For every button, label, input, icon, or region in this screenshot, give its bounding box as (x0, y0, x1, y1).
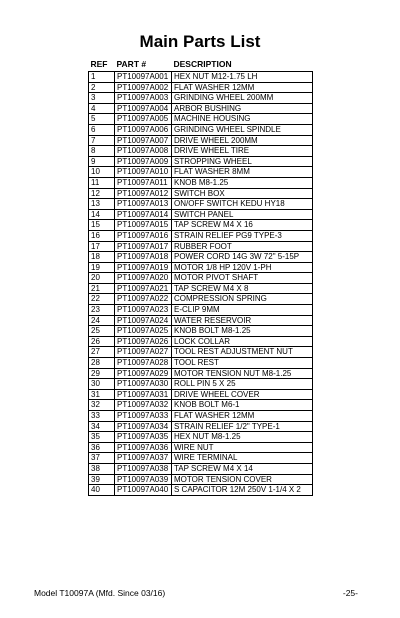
ref-cell: 16 (89, 230, 115, 241)
table-row (89, 209, 313, 220)
description-cell: E-CLIP 9MM (172, 305, 313, 316)
part-number-cell: PT10097A017 (115, 241, 172, 252)
part-number-cell: PT10097A039 (115, 474, 172, 485)
table-row (89, 82, 313, 93)
table-row (89, 252, 313, 263)
ref-cell: 40 (89, 485, 115, 496)
table-row (89, 368, 313, 379)
part-number-cell: PT10097A028 (115, 358, 172, 369)
part-number-cell: PT10097A015 (115, 220, 172, 231)
ref-cell: 18 (89, 252, 115, 263)
ref-cell: 20 (89, 273, 115, 284)
part-number-cell: PT10097A022 (115, 294, 172, 305)
ref-cell: 3 (89, 93, 115, 104)
ref-cell: 27 (89, 347, 115, 358)
description-cell: HEX NUT M8-1.25 (172, 432, 313, 443)
table-row (89, 305, 313, 316)
table-row (89, 114, 313, 125)
part-number-cell: PT10097A033 (115, 411, 172, 422)
part-number-cell: PT10097A031 (115, 389, 172, 400)
ref-cell: 14 (89, 209, 115, 220)
description-cell: TOOL REST (172, 358, 313, 369)
part-number-cell: PT10097A008 (115, 146, 172, 157)
ref-cell: 29 (89, 368, 115, 379)
part-number-cell: PT10097A011 (115, 177, 172, 188)
ref-cell: 35 (89, 432, 115, 443)
part-number-cell: PT10097A040 (115, 485, 172, 496)
description-cell: POWER CORD 14G 3W 72" 5-15P (172, 252, 313, 263)
description-cell: RUBBER FOOT (172, 241, 313, 252)
ref-cell: 11 (89, 177, 115, 188)
table-row (89, 315, 313, 326)
table-row (89, 432, 313, 443)
description-cell: FLAT WASHER 8MM (172, 167, 313, 178)
part-number-cell: PT10097A026 (115, 336, 172, 347)
table-row (89, 241, 313, 252)
part-number-cell: PT10097A009 (115, 156, 172, 167)
ref-cell: 17 (89, 241, 115, 252)
description-cell: DRIVE WHEEL 200MM (172, 135, 313, 146)
ref-cell: 10 (89, 167, 115, 178)
ref-cell: 25 (89, 326, 115, 337)
part-number-cell: PT10097A013 (115, 199, 172, 210)
description-cell: STROPPING WHEEL (172, 156, 313, 167)
table-row (89, 411, 313, 422)
part-number-cell: PT10097A014 (115, 209, 172, 220)
table-row (89, 389, 313, 400)
table-row (89, 485, 313, 496)
ref-cell: 37 (89, 453, 115, 464)
table-row (89, 442, 313, 453)
description-cell: KNOB M8-1.25 (172, 177, 313, 188)
model-footer: Model T10097A (Mfd. Since 03/16) (34, 588, 166, 598)
part-number-cell: PT10097A023 (115, 305, 172, 316)
table-row (89, 421, 313, 432)
description-cell: DRIVE WHEEL COVER (172, 389, 313, 400)
table-row (89, 463, 313, 474)
table-row (89, 453, 313, 464)
part-number-cell: PT10097A035 (115, 432, 172, 443)
description-cell: ROLL PIN 5 X 25 (172, 379, 313, 390)
ref-cell: 7 (89, 135, 115, 146)
description-cell: TOOL REST ADJUSTMENT NUT (172, 347, 313, 358)
table-row (89, 273, 313, 284)
description-cell: KNOB BOLT M8-1.25 (172, 326, 313, 337)
ref-cell: 19 (89, 262, 115, 273)
ref-cell: 13 (89, 199, 115, 210)
ref-cell: 28 (89, 358, 115, 369)
description-cell: TAP SCREW M4 X 8 (172, 283, 313, 294)
ref-cell: 9 (89, 156, 115, 167)
ref-cell: 15 (89, 220, 115, 231)
ref-cell: 36 (89, 442, 115, 453)
ref-cell: 24 (89, 315, 115, 326)
part-number-cell: PT10097A018 (115, 252, 172, 263)
part-number-cell: PT10097A027 (115, 347, 172, 358)
description-cell: TAP SCREW M4 X 16 (172, 220, 313, 231)
part-number-cell: PT10097A021 (115, 283, 172, 294)
column-header-part: PART # (116, 59, 147, 70)
description-cell: WIRE NUT (172, 442, 313, 453)
ref-cell: 38 (89, 463, 115, 474)
table-row (89, 72, 313, 83)
part-number-cell: PT10097A006 (115, 124, 172, 135)
ref-cell: 39 (89, 474, 115, 485)
description-cell: ARBOR BUSHING (172, 103, 313, 114)
description-cell: MOTOR PIVOT SHAFT (172, 273, 313, 284)
table-row (89, 146, 313, 157)
ref-cell: 26 (89, 336, 115, 347)
description-cell: MOTOR TENSION NUT M8-1.25 (172, 368, 313, 379)
description-cell: ON/OFF SWITCH KEDU HY18 (172, 199, 313, 210)
part-number-cell: PT10097A029 (115, 368, 172, 379)
part-number-cell: PT10097A019 (115, 262, 172, 273)
part-number-cell: PT10097A002 (115, 82, 172, 93)
part-number-cell: PT10097A036 (115, 442, 172, 453)
part-number-cell: PT10097A032 (115, 400, 172, 411)
table-row (89, 188, 313, 199)
table-row (89, 230, 313, 241)
page-title: Main Parts List (139, 32, 261, 51)
table-row (89, 177, 313, 188)
ref-cell: 6 (89, 124, 115, 135)
description-cell: MOTOR TENSION COVER (172, 474, 313, 485)
table-row (89, 156, 313, 167)
column-header-ref: REF (90, 59, 108, 70)
ref-cell: 8 (89, 146, 115, 157)
description-cell: MOTOR 1/8 HP 120V 1-PH (172, 262, 313, 273)
ref-cell: 31 (89, 389, 115, 400)
description-cell: COMPRESSION SPRING (172, 294, 313, 305)
ref-cell: 34 (89, 421, 115, 432)
ref-cell: 21 (89, 283, 115, 294)
part-number-cell: PT10097A038 (115, 463, 172, 474)
description-cell: GRINDING WHEEL 200MM (172, 93, 313, 104)
table-row (89, 294, 313, 305)
table-row (89, 103, 313, 114)
table-header-row (89, 59, 313, 72)
part-number-cell: PT10097A005 (115, 114, 172, 125)
table-row (89, 93, 313, 104)
ref-cell: 33 (89, 411, 115, 422)
description-cell: STRAIN RELIEF 1/2" TYPE-1 (172, 421, 313, 432)
table-row (89, 347, 313, 358)
ref-cell: 12 (89, 188, 115, 199)
part-number-cell: PT10097A024 (115, 315, 172, 326)
description-cell: DRIVE WHEEL TIRE (172, 146, 313, 157)
description-cell: LOCK COLLAR (172, 336, 313, 347)
description-cell: WATER RESERVOIR (172, 315, 313, 326)
description-cell: FLAT WASHER 12MM (172, 82, 313, 93)
description-cell: S CAPACITOR 12M 250V 1-1/4 X 2 (172, 485, 313, 496)
part-number-cell: PT10097A025 (115, 326, 172, 337)
part-number-cell: PT10097A004 (115, 103, 172, 114)
ref-cell: 1 (89, 72, 115, 83)
part-number-cell: PT10097A034 (115, 421, 172, 432)
part-number-cell: PT10097A037 (115, 453, 172, 464)
table-row (89, 400, 313, 411)
part-number-cell: PT10097A030 (115, 379, 172, 390)
part-number-cell: PT10097A020 (115, 273, 172, 284)
table-row (89, 124, 313, 135)
parts-table (88, 59, 313, 496)
table-row (89, 474, 313, 485)
table-row (89, 283, 313, 294)
part-number-cell: PT10097A003 (115, 93, 172, 104)
table-row (89, 262, 313, 273)
table-body (89, 72, 313, 496)
table-row (89, 336, 313, 347)
ref-cell: 30 (89, 379, 115, 390)
table-row (89, 326, 313, 337)
table-row (89, 167, 313, 178)
column-header-description: DESCRIPTION (173, 59, 232, 70)
description-cell: GRINDING WHEEL SPINDLE (172, 124, 313, 135)
table-row (89, 199, 313, 210)
description-cell: SWITCH BOX (172, 188, 313, 199)
ref-cell: 32 (89, 400, 115, 411)
ref-cell: 23 (89, 305, 115, 316)
page-number: -25- (342, 588, 358, 598)
part-number-cell: PT10097A010 (115, 167, 172, 178)
ref-cell: 4 (89, 103, 115, 114)
table-row (89, 379, 313, 390)
part-number-cell: PT10097A001 (115, 72, 172, 83)
part-number-cell: PT10097A016 (115, 230, 172, 241)
ref-cell: 22 (89, 294, 115, 305)
description-cell: HEX NUT M12-1.75 LH (172, 72, 313, 83)
part-number-cell: PT10097A012 (115, 188, 172, 199)
table-row (89, 135, 313, 146)
table-row (89, 220, 313, 231)
ref-cell: 5 (89, 114, 115, 125)
description-cell: TAP SCREW M4 X 14 (172, 463, 313, 474)
description-cell: FLAT WASHER 12MM (172, 411, 313, 422)
description-cell: KNOB BOLT M6-1 (172, 400, 313, 411)
description-cell: SWITCH PANEL (172, 209, 313, 220)
description-cell: MACHINE HOUSING (172, 114, 313, 125)
part-number-cell: PT10097A007 (115, 135, 172, 146)
ref-cell: 2 (89, 82, 115, 93)
description-cell: STRAIN RELIEF PG9 TYPE-3 (172, 230, 313, 241)
table-row (89, 358, 313, 369)
description-cell: WIRE TERMINAL (172, 453, 313, 464)
